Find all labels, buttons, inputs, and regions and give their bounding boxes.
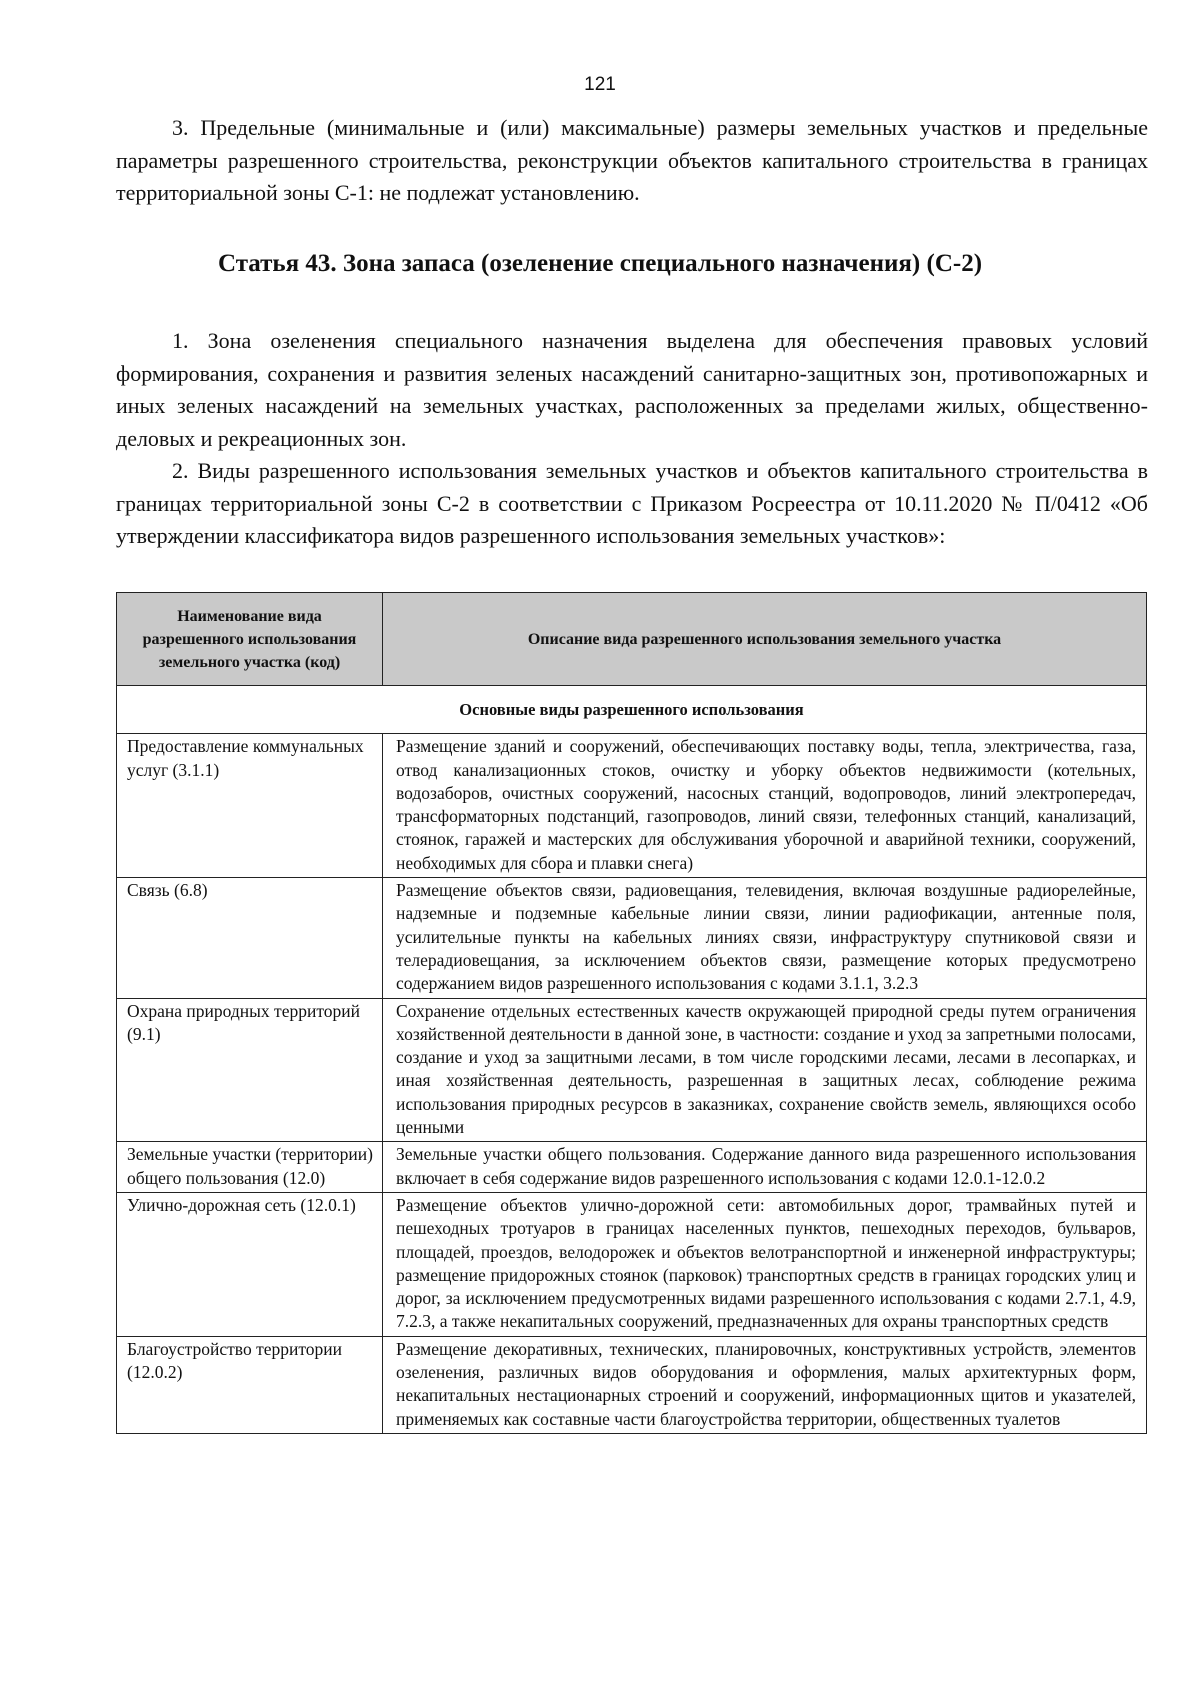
table-row (117, 734, 1147, 878)
page-number: 121 (584, 74, 616, 95)
use-name-cell: Благоустройство территории (12.0.2) (117, 1336, 383, 1433)
use-name-cell: Связь (6.8) (117, 878, 383, 998)
use-description-cell: Земельные участки общего пользования. Содержание данного вида разрешенного использования включает в себя содержание видов разрешенного использования с кодами 12.0.1-12.0.2 (383, 1142, 1147, 1193)
header-use-description: Описание вида разрешенного использования земельного участка (383, 593, 1147, 686)
paragraph-zone-purpose: 1. Зона озеленения специального назначения выделена для обеспечения правовых условий формирования, сохранения и развития зеленых насаждений санитарно-защитных зон, противопожарных и иных зеленых насаждений на земельных участках, расположенных за пределами жилых, общественно-деловых и рекреационных зон. (116, 328, 1148, 451)
table-row (117, 998, 1147, 1142)
use-description-cell: Размещение объектов связи, радиовещания, телевидения, включая воздушные радиорелейные, надземные и подземные кабельные линии связи, линии радиофикации, антенные поля, усилительные пункты на кабельных линиях связи, инфраструктуру спутниковой связи и телерадиовещания, за исключением объектов связи, размещение которых предусмотрено содержанием видов разрешенного использования с кодами 3.1.1, 3.2.3 (383, 878, 1147, 998)
paragraph-c1-limits: 3. Предельные (минимальные и (или) максимальные) размеры земельных участков и предельные параметры разрешенного строительства, реконструкции объектов капитального строительства в границах территориальной зоны С-1: не подлежат установлению. (116, 115, 1148, 205)
use-name-cell: Улично-дорожная сеть (12.0.1) (117, 1192, 383, 1336)
header-use-name: Наименование вида разрешенного использования земельного участка (код) (117, 593, 383, 686)
use-name-cell: Предоставление коммунальных услуг (3.1.1) (117, 734, 383, 878)
permitted-uses-table (116, 592, 1147, 1434)
table-section-row (117, 686, 1147, 734)
table-header-row (117, 593, 1147, 686)
paragraph-permitted-uses-intro: 2. Виды разрешенного использования земельных участков и объектов капитального строительства в границах территориальной зоны С-2 в соответствии с Приказом Росреестра от 10.11.2020 № П/0412 «Об утверждении классификатора видов разрешенного использования земельных участков»: (116, 458, 1148, 548)
use-description-cell: Сохранение отдельных естественных качеств окружающей природной среды путем ограничения хозяйственной деятельности в данной зоне, в частности: создание и уход за запретными полосами, создание и уход за защитными лесами, в том числе городскими лесами, лесами в лесопарках, и иная хозяйственная деятельность, разрешенная в защитных лесах, соблюдение режима использования природных ресурсов в заказниках, сохранение свойств земель, являющихся особо ценными (383, 998, 1147, 1142)
table-row (117, 1192, 1147, 1336)
use-description-cell: Размещение объектов улично-дорожной сети: автомобильных дорог, трамвайных путей и пешеходных тротуаров в границах населенных пунктов, пешеходных переходов, бульваров, площадей, проездов, велодорожек и объектов велотранспортной и инженерной инфраструктуры; размещение придорожных стоянок (парковок) транспортных средств в границах городских улиц и дорог, за исключением предусмотренных видами разрешенного использования с кодами 2.7.1, 4.9, 7.2.3, а также некапитальных сооружений, предназначенных для охраны транспортных средств (383, 1192, 1147, 1336)
table-row (117, 878, 1147, 998)
use-name-cell: Охрана природных территорий (9.1) (117, 998, 383, 1142)
article-heading: Статья 43. Зона запаса (озеленение специального назначения) (С-2) (217, 250, 983, 277)
use-description-cell: Размещение декоративных, технических, планировочных, конструктивных устройств, элементов озеленения, различных видов оборудования и оформления, малых архитектурных форм, некапитальных нестационарных строений и сооружений, информационных щитов и указателей, применяемых как составные части благоустройства территории, общественных туалетов (383, 1336, 1147, 1433)
section-title-main-uses: Основные виды разрешенного использования (117, 686, 1147, 734)
use-description-cell: Размещение зданий и сооружений, обеспечивающих поставку воды, тепла, электричества, газа, отвод канализационных стоков, очистку и уборку объектов недвижимости (котельных, водозаборов, очистных сооружений, насосных станций, водопроводов, линий электропередач, трансформаторных подстанций, газопроводов, линий связи, телефонных станций, канализаций, стоянок, гаражей и мастерских для обслуживания уборочной и аварийной техники, сооружений, необходимых для сбора и плавки снега) (383, 734, 1147, 878)
table-row (117, 1336, 1147, 1433)
table-row (117, 1142, 1147, 1193)
use-name-cell: Земельные участки (территории) общего пользования (12.0) (117, 1142, 383, 1193)
